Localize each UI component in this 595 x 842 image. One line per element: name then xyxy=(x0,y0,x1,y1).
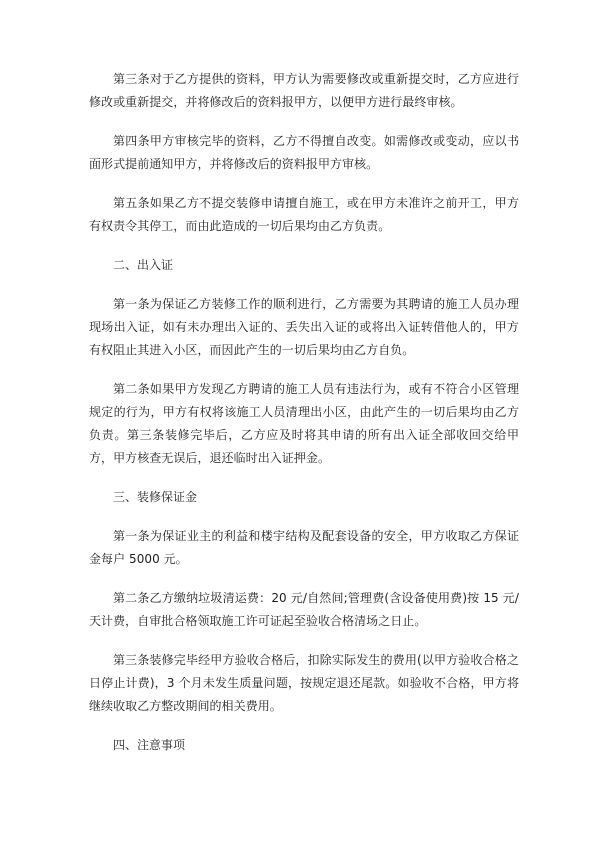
section-heading-access-pass: 二、出入证 xyxy=(113,258,174,272)
paragraph-deposit-clause-1: 第一条为保证业主的利益和楼宇结构及配套设备的安全，甲方收取乙方保证金每户 5000 元。 xyxy=(89,529,519,566)
section-heading-deposit: 三、装修保证金 xyxy=(113,490,198,504)
paragraph-deposit-clause-3: 第三条装修完毕经甲方验收合格后，扣除实际发生的费用(以甲方验收合格之日停止计费)，3 个月未发生质量问题，按规定退还尾款。如验收不合格，甲方将继续收取乙方整改期间的相关费用。 xyxy=(89,653,519,713)
paragraph-clause-5-unauthorized-work: 第五条如果乙方不提交装修申请擅自施工，或在甲方未准许之前开工，甲方有权责令其停工，而由此造成的一切后果均由乙方负责。 xyxy=(89,196,519,233)
paragraph-access-clause-1: 第一条为保证乙方装修工作的顺利进行，乙方需要为其聘请的施工人员办理现场出入证，如有未办理出入证的、丢失出入证的或将出入证转借他人的，甲方有权阻止其进入小区，而因此产生的一切后果均由乙方自负。 xyxy=(89,297,519,357)
paragraph-deposit-clause-2: 第二条乙方缴纳垃圾清运费：20 元/自然间;管理费(含设备使用费)按 15 元/天计费，自审批合格领取施工许可证起至验收合格清场之日止。 xyxy=(89,591,519,628)
paragraph-clause-4-no-changes: 第四条甲方审核完毕的资料，乙方不得擅自改变。如需修改或变动，应以书面形式提前通知甲方，并将修改后的资料报甲方审核。 xyxy=(89,134,519,171)
paragraph-access-clause-2-3: 第二条如果甲方发现乙方聘请的施工人员有违法行为，或有不符合小区管理规定的行为，甲方有权将该施工人员清理出小区，由此产生的一切后果均由乙方负责。第三条装修完毕后，乙方应及时将其申请的所有出入证全部收回交给甲方，甲方核查无误后，退还临时出入证押金。 xyxy=(89,382,519,465)
document-body xyxy=(89,68,519,773)
paragraph-clause-3-revision: 第三条对于乙方提供的资料，甲方认为需要修改或重新提交时，乙方应进行修改或重新提交，并将修改后的资料报甲方，以便甲方进行最终审核。 xyxy=(89,72,519,109)
section-heading-notes: 四、注意事项 xyxy=(113,738,186,752)
